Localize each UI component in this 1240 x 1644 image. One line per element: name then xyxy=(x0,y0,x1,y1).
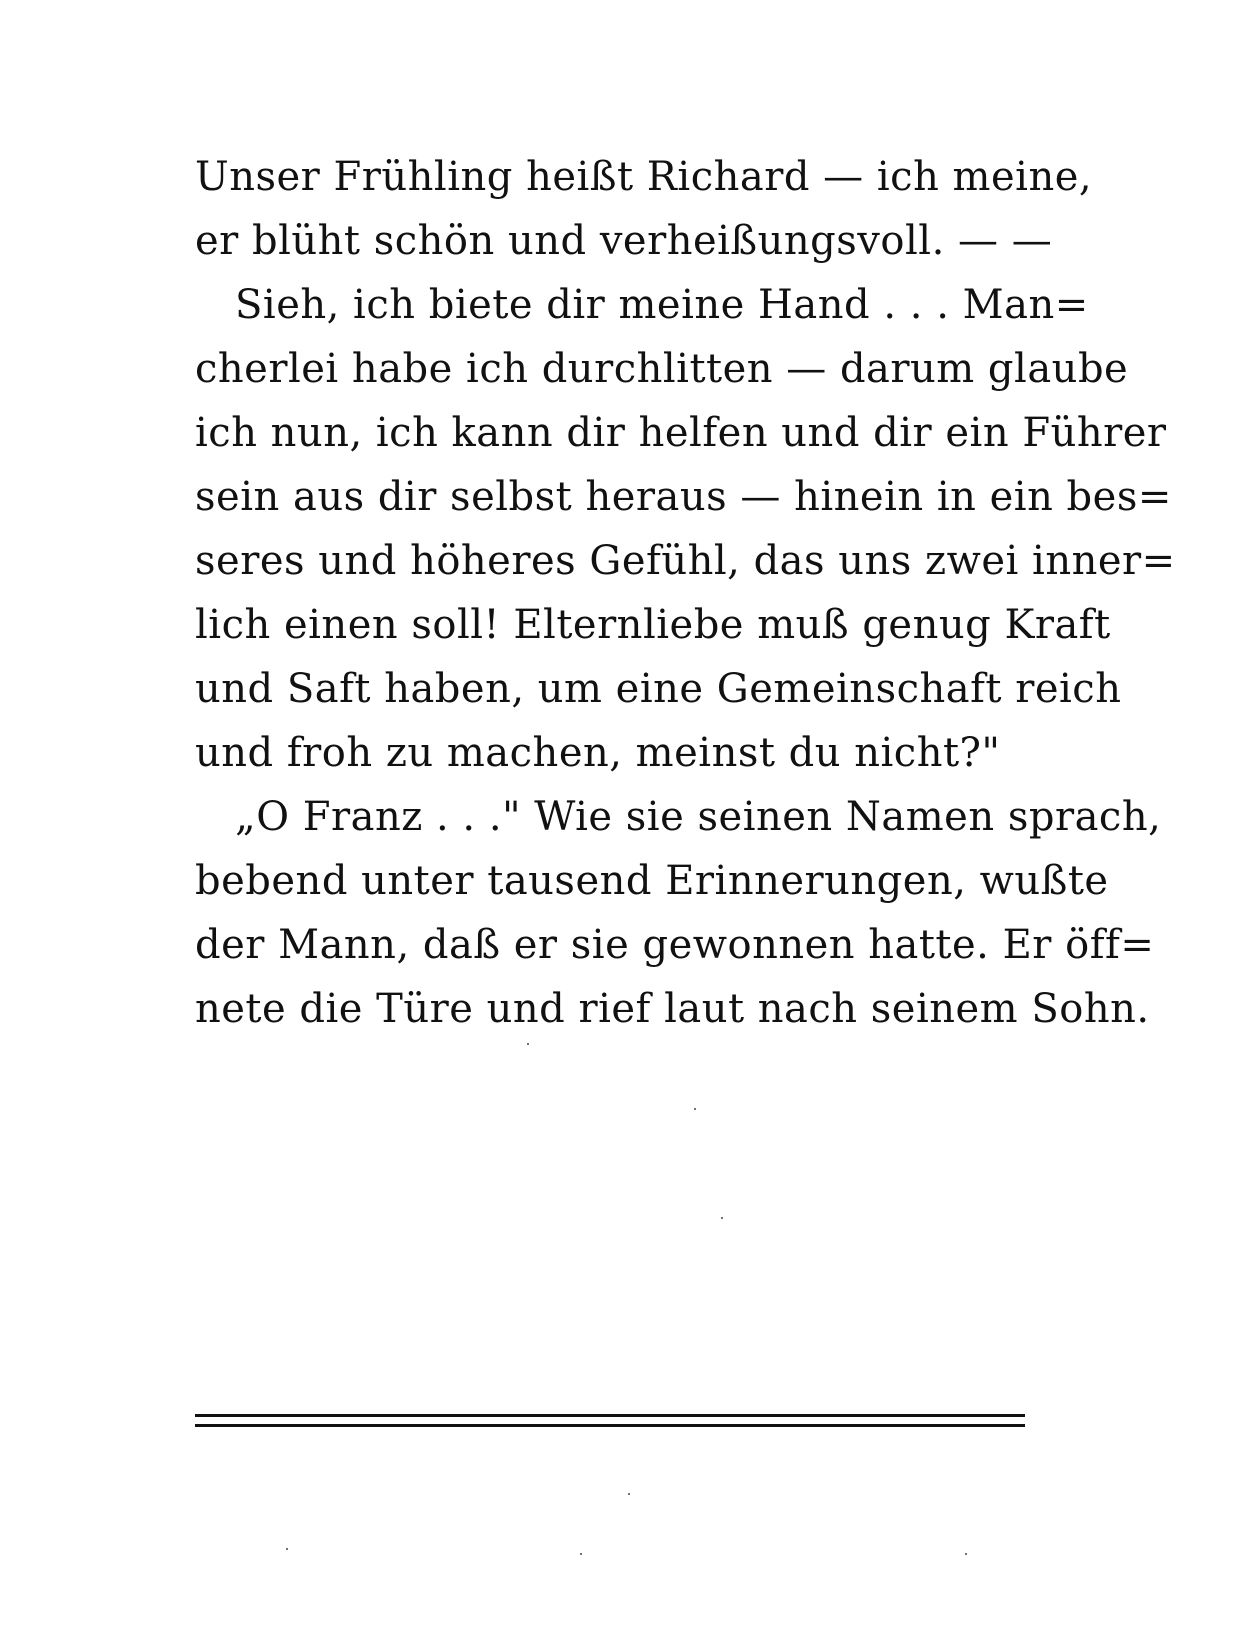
double-rule-top xyxy=(195,1414,1025,1417)
text-line: er blüht schön und verheißungsvoll. — — xyxy=(195,218,1053,264)
text-line: cherlei habe ich durchlitten — darum glaube xyxy=(195,346,1129,392)
scan-speck xyxy=(580,1553,582,1555)
text-line: der Mann, daß er sie gewonnen hatte. Er öff= xyxy=(195,922,1155,968)
text-line: Unser Frühling heißt Richard — ich meine, xyxy=(195,154,1093,200)
scan-speck xyxy=(628,1493,630,1495)
body-text xyxy=(195,145,1176,1041)
text-line: „O Franz . . ." Wie sie seinen Namen sprach, xyxy=(235,794,1162,840)
text-line: seres und höheres Gefühl, das uns zwei inner= xyxy=(195,538,1176,584)
text-line: ich nun, ich kann dir helfen und dir ein Führer xyxy=(195,410,1167,456)
scan-speck xyxy=(721,1217,723,1219)
text-line: Sieh, ich biete dir meine Hand . . . Man= xyxy=(235,282,1089,328)
text-line: sein aus dir selbst heraus — hinein in ein bes= xyxy=(195,474,1172,520)
scan-speck xyxy=(965,1553,967,1555)
text-line: und froh zu machen, meinst du nicht?" xyxy=(195,730,1001,776)
scan-speck xyxy=(694,1108,696,1110)
text-line: lich einen soll! Elternliebe muß genug Kraft xyxy=(195,602,1111,648)
text-line: und Saft haben, um eine Gemeinschaft reich xyxy=(195,666,1122,712)
double-rule-bottom xyxy=(195,1424,1025,1427)
text-line: bebend unter tausend Erinnerungen, wußte xyxy=(195,858,1109,904)
scan-speck xyxy=(527,1043,529,1045)
text-line: nete die Türe und rief laut nach seinem Sohn. xyxy=(195,986,1150,1032)
scan-speck xyxy=(286,1548,288,1550)
